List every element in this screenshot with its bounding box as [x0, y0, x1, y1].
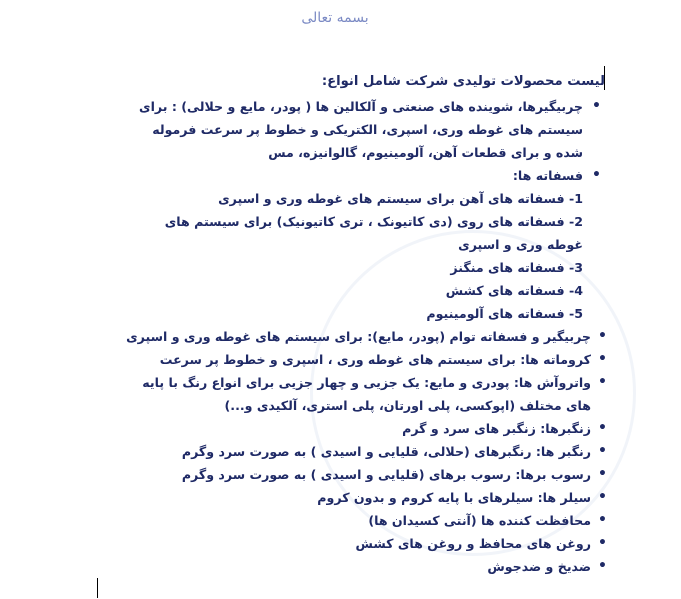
bismillah-header: بسمه تعالی	[301, 10, 369, 26]
sublist-item: 4- فسفاته های کشش	[445, 283, 583, 298]
list-item: • روغن های محافظ و روغن های کشش	[125, 532, 609, 555]
list-item: • سیلر ها: سیلرهای با پایه کروم و بدون کروم	[125, 486, 609, 509]
list-item: • ضدیخ و ضدجوش	[125, 555, 609, 578]
products-list	[125, 325, 609, 578]
list-item: • کروماته ها: برای سیستم های غوطه وری ، اسپری و خطوط پر سرعت	[125, 348, 609, 371]
list-item: • رسوب برها: رسوب برهای (قلیایی و اسیدی ) به صورت سرد وگرم	[125, 463, 609, 486]
list-item: • زنگبرها: زنگبر های سرد و گرم	[125, 417, 609, 440]
list-item: • رنگبر ها: رنگبرهای (حلالی، قلیایی و اسیدی ) به صورت سرد وگرم	[125, 440, 609, 463]
list-item: • چربیگیرها، شوینده های صنعتی و آلکالین ها ( پودر، مایع و حلالی) : برای سیستم های غوطه وری، اسپری، الکتریکی و خطوط پر سرعت فرموله شده و برای قطعات آهن، آلومینیوم، گالوانیزه، مس	[125, 95, 605, 164]
sublist-item: 5- فسفاته های آلومینیوم	[426, 306, 583, 321]
phosphates-sublist	[125, 187, 605, 325]
list-item: • فسفاته ها:	[125, 164, 605, 187]
list-item: • چربیگیر و فسفاته توام (پودر، مایع): برای سیستم های غوطه وری و اسپری	[125, 325, 609, 348]
list-item: • محافظت کننده ها (آنتی کسیدان ها)	[125, 509, 609, 532]
text-cursor-bottom	[97, 578, 98, 598]
top-list	[125, 95, 605, 187]
list-heading: لیست محصولات تولیدی شرکت شامل انواع:	[321, 74, 605, 89]
sublist-item: 2- فسفاته های روی (دی کاتیونک ، تری کاتیونیک) برای سیستم های غوطه وری و اسپری	[164, 214, 583, 252]
document-body[interactable]	[125, 68, 605, 578]
list-item: • واتروآش ها: پودری و مایع: یک جزیی و چهار جزیی برای انواع رنگ با پایه های مختلف (اپوکسی، پلی اورتان، پلی استری، آلکیدی و...)	[125, 371, 609, 417]
sublist-item: 1- فسفاته های آهن برای سیستم های غوطه وری و اسپری	[218, 191, 583, 206]
sublist-item: 3- فسفاته های منگنز	[450, 260, 583, 275]
